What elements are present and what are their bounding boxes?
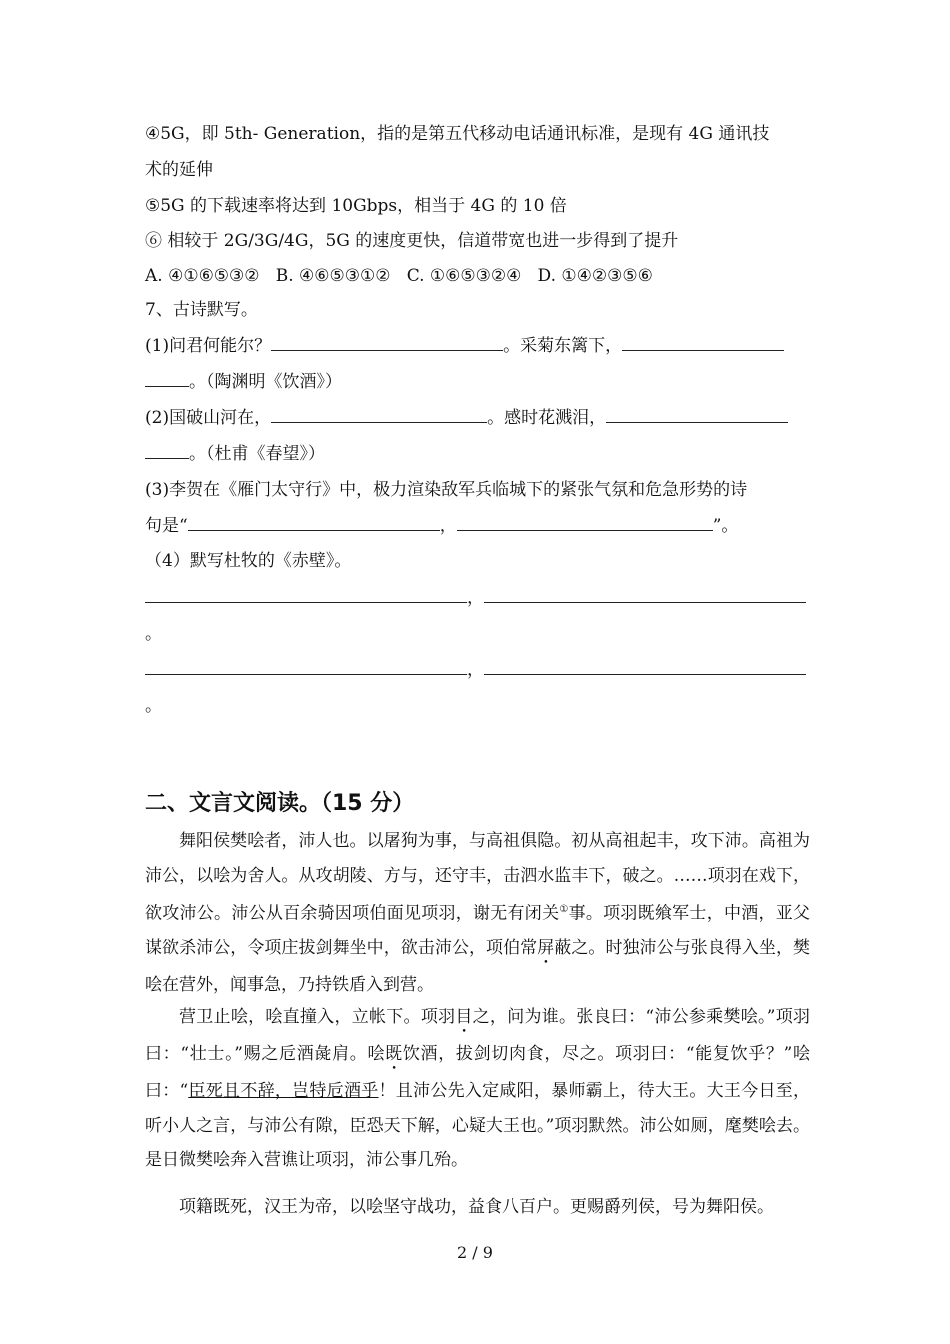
answer-blank[interactable]: [606, 406, 788, 423]
answer-blank[interactable]: [484, 658, 806, 675]
q6-options: A. ④①⑥⑤③② B. ④⑥⑤③①② C. ①⑥⑤③②④ D. ①④②③⑤⑥: [145, 266, 653, 286]
q7-s4: （4）默写杜牧的《赤壁》。: [145, 551, 352, 571]
q7-s3: (3)李贺在《雁门太守行》中，极力渲染敌军兵临城下的紧张气氛和危急形势的诗: [145, 480, 748, 500]
answer-blank[interactable]: [145, 586, 467, 603]
q7-s2: (2)国破山河在， 。感时花溅泪，: [145, 406, 788, 430]
q7-s4-period1: 。: [145, 624, 162, 644]
footnote-marker: ①: [559, 904, 569, 916]
passage-paragraph-3: 项籍既死，汉王为帝，以哙坚守战功，益食八百户。更赐爵列侯，号为舞阳侯。: [179, 1197, 774, 1217]
q7-s4-answer2: ，: [145, 658, 806, 682]
q6-item5: ⑤5G 的下载速率将达到 10Gbps，相当于 4G 的 10 倍: [145, 196, 567, 216]
answer-blank[interactable]: [484, 586, 806, 603]
emphasized-char: 既: [385, 1044, 403, 1064]
emphasized-char: 目: [455, 1007, 473, 1027]
q7-title: 7、古诗默写。: [145, 300, 258, 320]
q7-s3-cont: 句是“ ， ”。: [145, 516, 739, 536]
answer-blank[interactable]: [145, 442, 189, 459]
underlined-sentence: 臣死且不辞，岂特卮酒乎: [188, 1081, 379, 1101]
passage-paragraph-2: 营卫止哙，哙直撞入，立帐下。项羽目之，问为谁。张良曰：“沛公参乘樊哙。”项羽曰：“壮士。”赐之卮酒彘肩。哙既饮酒，拔剑切肉食，尽之。项羽曰：“能复饮乎？”哙曰：“臣死且不辞，岂特卮酒乎！且沛公先入定咸阳，暴师霸上，待大王。大王今日至，听小人之言，与沛公有隙，臣恐天下解，心疑大王也。”项羽默然。沛公如厕，麾樊哙去。是日微樊哙奔入营谯让项羽，沛公事几殆。: [145, 1007, 811, 1171]
q7-s2-cont: 。（杜甫《春望》）: [145, 442, 325, 466]
q7-s4-answer1: ，: [145, 586, 806, 610]
q7-s1: (1)问君何能尔？ 。采菊东篱下，: [145, 334, 784, 358]
q7-s4-period2: 。: [145, 696, 162, 716]
q7-s1-cont: 。（陶渊明《饮酒》）: [145, 370, 342, 394]
page-number: 2 / 9: [457, 1243, 493, 1262]
section-heading: 二、文言文阅读。（15 分）: [145, 791, 415, 816]
answer-blank[interactable]: [188, 514, 440, 531]
answer-blank[interactable]: [271, 406, 487, 423]
answer-blank[interactable]: [271, 334, 503, 351]
answer-blank[interactable]: [145, 658, 467, 675]
passage-paragraph-1: 舞阳侯樊哙者，沛人也。以屠狗为事，与高祖俱隐。初从高祖起丰，攻下沛。高祖为沛公，以哙为舍人。从攻胡陵、方与，还守丰，击泗水监丰下，破之。……项羽在戏下，欲攻沛公。沛公从百余骑因项伯面见项羽，谢无有闭关①事。项羽既飨军士，中酒，亚父谋欲杀沛公，令项庄拔剑舞坐中，欲击沛公，项伯常屏蔽之。时独沛公与张良得入坐，樊哙在营外，闻事急，乃持铁盾入到营。: [145, 831, 811, 996]
q6-item4-line1: ④5G，即 5th- Generation，指的是第五代移动电话通讯标准，是现有 4G 通讯技: [145, 124, 770, 144]
answer-blank[interactable]: [145, 370, 189, 387]
answer-blank[interactable]: [457, 514, 713, 531]
answer-blank[interactable]: [622, 334, 784, 351]
emphasized-char: 屏: [537, 938, 555, 959]
q6-item4-line2: 术的延伸: [145, 160, 213, 180]
q6-item6: ⑥ 相较于 2G/3G/4G，5G 的速度更快，信道带宽也进一步得到了提升: [145, 231, 679, 251]
